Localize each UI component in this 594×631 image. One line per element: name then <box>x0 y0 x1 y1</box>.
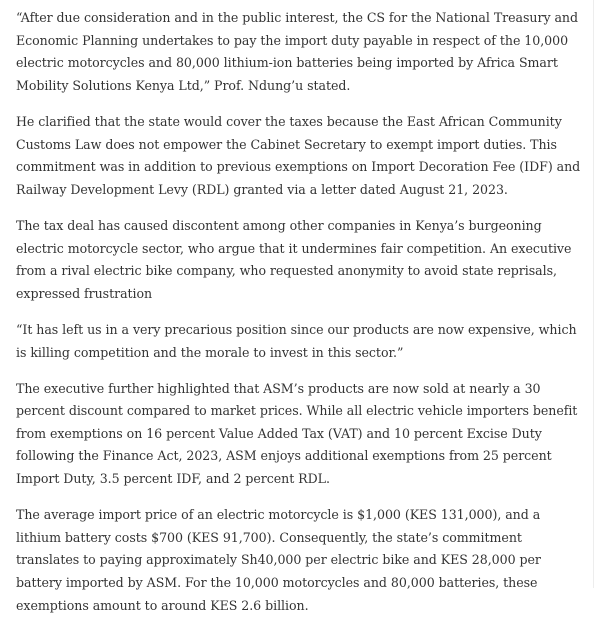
article-body <box>16 7 588 631</box>
paragraph-state-cover-taxes: He clarified that the state would cover the taxes because the East African Community Customs Law does not empower the Cabinet Secretary to exempt import duties. This commitment was in addition to previous exemptions on Import Decoration Fee (IDF) and Railway Development Levy (RDL) granted via a letter dated August 21, 2023. <box>16 113 581 197</box>
paragraph-quote-ndungu: “After due consideration and in the public interest, the CS for the National Treasury and Economic Planning undertakes to pay the import duty payable in respect of the 10,000 electric motorcycles and 80,000 lithium-ion batteries being imported by Africa Smart Mobility Solutions Kenya Ltd,” Prof. Ndung’u stated. <box>16 10 578 93</box>
paragraph-discount: The executive further highlighted that ASM’s products are now sold at nearly a 30 percent discount compared to market prices. While all electric vehicle importers benefit from exemptions on 16 percent Value Added Tax (VAT) and 10 percent Excise Duty following the Finance Act, 2023, ASM enjoys additional exemptions from 25 percent Import Duty, 3.5 percent IDF, and 2 percent RDL. <box>16 380 578 487</box>
paragraph-discontent: The tax deal has caused discontent among other companies in Kenya’s burgeoning electric motorcycle sector, who argue that it undermines fair competition. An executive from a rival electric bike company, who requested anonymity to avoid state reprisals, expressed frustration <box>16 217 572 301</box>
paragraph-executive-quote: “It has left us in a very precarious position since our products are now expensive, which is killing competition and the morale to invest in this sector.” <box>16 321 577 360</box>
paragraph-import-prices: The average import price of an electric motorcycle is $1,000 (KES 131,000), and a lithium battery costs $700 (KES 91,700). Consequently, the state’s commitment translates to paying approximately Sh40,000 per electric bike and KES 28,000 per battery imported by ASM. For the 10,000 motorcycles and 80,000 batteries, these exemptions amount to around KES 2.6 billion. <box>16 507 541 613</box>
